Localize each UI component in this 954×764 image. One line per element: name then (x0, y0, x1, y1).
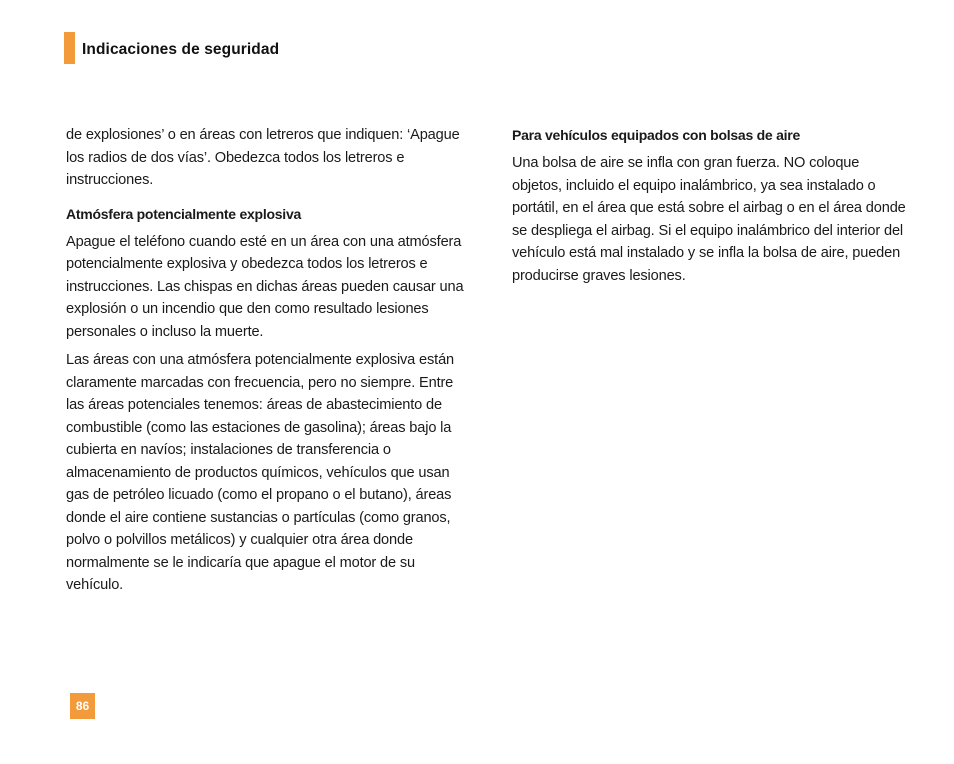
airbags-paragraph: Una bolsa de aire se infla con gran fuerza. NO coloque objetos, incluido el equipo inalámbrico, ya sea instalado o portátil, en el área que está sobre el airbag o en el área donde se despliega el airbag. Si el equipo inalámbrico del interior del vehículo está mal instalado y se infla la bolsa de aire, pueden producirse graves lesiones. (512, 155, 906, 284)
header-accent-bar (64, 32, 75, 64)
page-header (64, 32, 279, 64)
intro-paragraph: de explosiones’ o en áreas con letreros que indiquen: ‘Apague los radios de dos vías’. Obedezca todos los letreros e instrucciones. (66, 127, 460, 188)
section-heading-airbags: Para vehículos equipados con bolsas de aire (512, 127, 801, 143)
section-heading-explosive-atmosphere: Atmósfera potencialmente explosiva (66, 205, 302, 222)
explosive-atmosphere-paragraph-2: Las áreas con una atmósfera potencialmente explosiva están claramente marcadas con frecuencia, pero no siempre. Entre las áreas potenciales tenemos: áreas de abastecimiento de combustible (como las estaciones de gasolina); áreas bajo la cubierta en navíos; instalaciones de transferencia o almacenamiento de productos químicos, vehículos que usan gas de petróleo licuado (como el propano o el butano), áreas donde el aire contiene sustancias o partículas (como granos, polvo o polvillos metálicos) y cualquier otra área donde normalmente se le indicaría que apague el motor de su vehículo. (66, 352, 455, 593)
page-number-badge: 86 (70, 693, 95, 719)
left-column (66, 124, 466, 603)
page-title: Indicaciones de seguridad (82, 41, 280, 58)
explosive-atmosphere-paragraph-1: Apague el teléfono cuando esté en un área con una atmósfera potencialmente explosiva y obedezca todos los letreros e instrucciones. Las chispas en dichas áreas pueden causar una explosión o un incendio que den como resultado lesiones personales o incluso la muerte. (66, 233, 464, 340)
right-column (512, 124, 912, 293)
